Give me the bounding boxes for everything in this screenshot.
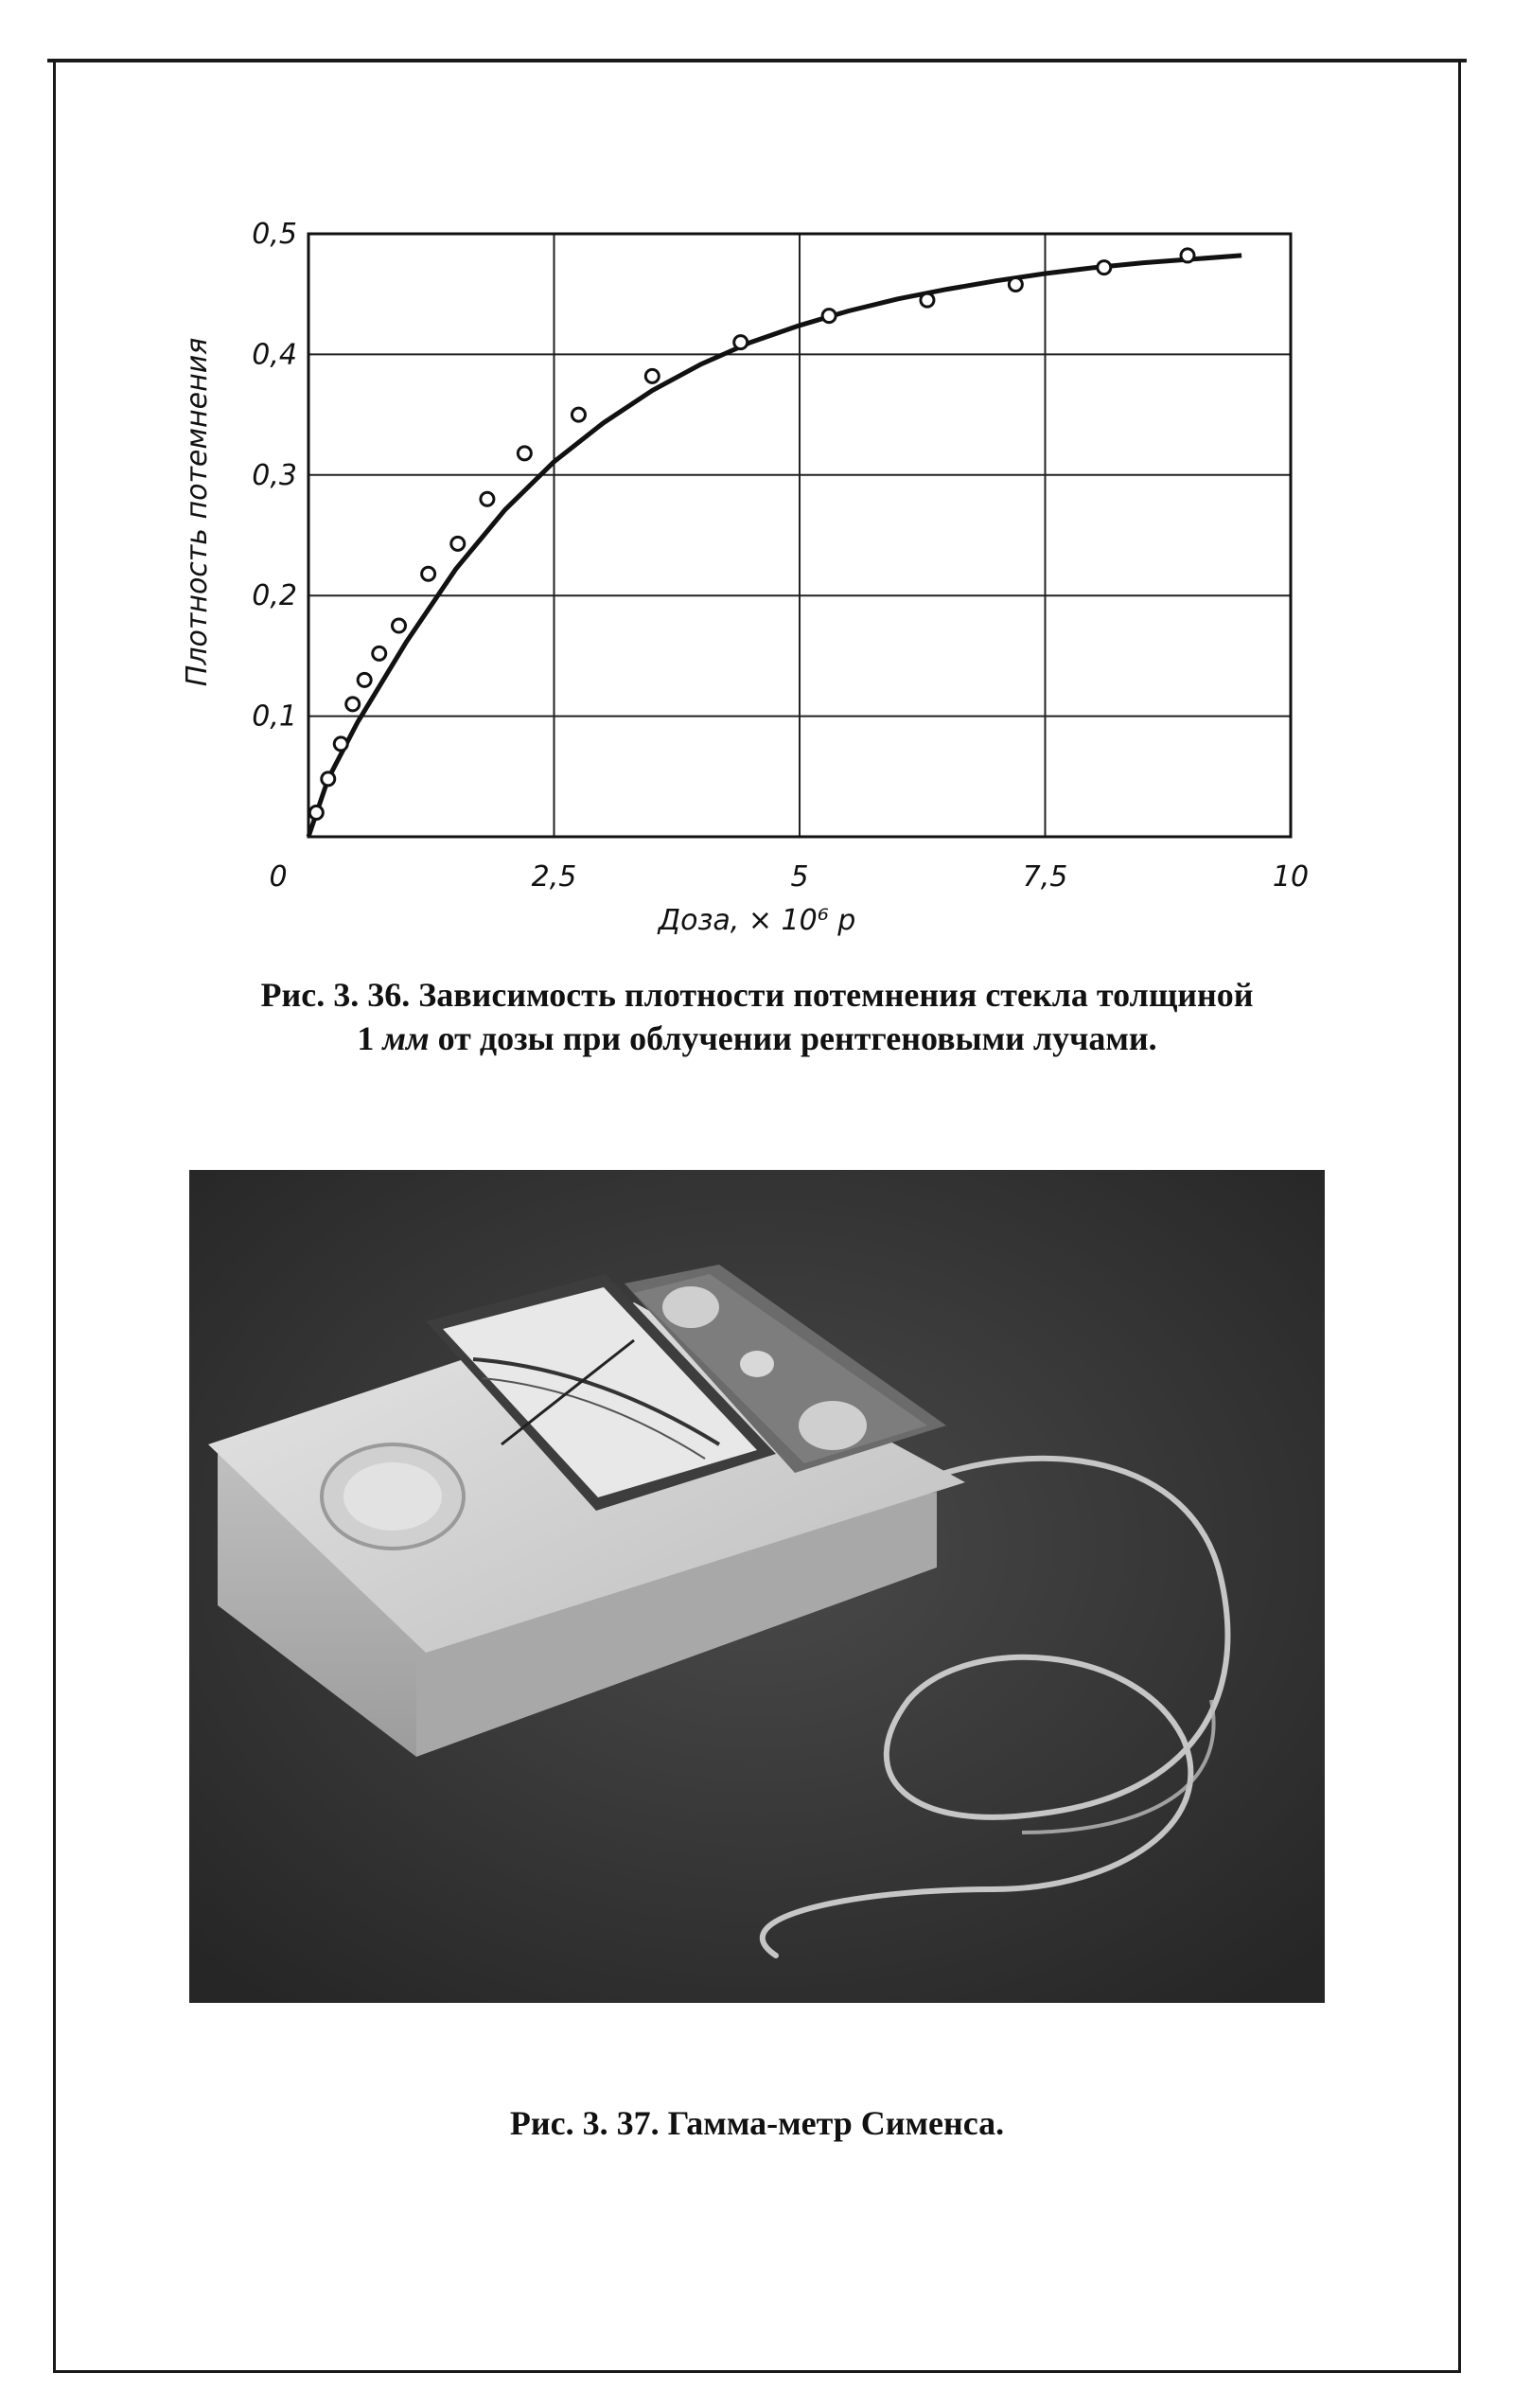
data-point [1009, 278, 1022, 292]
caption-thickness-unit: мм [382, 1019, 430, 1057]
data-point [451, 537, 465, 550]
y-tick-label: 0,4 [252, 338, 297, 372]
data-point [518, 447, 531, 460]
x-tick-label: 10 [1272, 860, 1310, 894]
y-tick-label: 0,2 [252, 579, 297, 613]
data-point [346, 698, 360, 711]
gamma-meter-photo [189, 1170, 1325, 2003]
figure-36-caption-line1: Рис. 3. 36. Зависимость плотности потемнения стекла толщиной [260, 976, 1254, 1014]
chart-dose-density [0, 0, 1514, 956]
data-point [358, 673, 371, 686]
x-tick-label: 2,5 [531, 860, 577, 894]
data-point [822, 310, 836, 323]
data-point [334, 737, 347, 751]
data-point [734, 336, 748, 349]
fit-curve-line [308, 256, 1241, 837]
y-tick-labels [252, 218, 297, 734]
data-point [645, 369, 659, 382]
figure-37-caption: Рис. 3. 37. Гамма-метр Сименса. [509, 2104, 1005, 2142]
data-point [422, 567, 435, 580]
data-points [309, 249, 1194, 820]
figure-36-caption [132, 973, 1382, 1060]
x-tick-label: 7,5 [1022, 860, 1068, 894]
data-point [921, 293, 934, 307]
data-point [309, 806, 323, 820]
x-axis-title: Доза, × 10⁶ р [658, 904, 856, 937]
fitted-curve [308, 256, 1241, 837]
x-tick-label: 0 [269, 860, 288, 894]
figure-36-caption-line2 [132, 1017, 1382, 1060]
x-tick-label: 5 [790, 860, 809, 894]
data-point [392, 619, 405, 632]
x-tick-labels [269, 860, 1309, 894]
data-point [322, 772, 335, 786]
data-point [1181, 249, 1194, 262]
y-axis-title: Плотность потемнения [181, 337, 214, 687]
y-tick-label: 0,1 [252, 699, 297, 734]
y-tick-label: 0,3 [252, 458, 297, 492]
data-point [572, 408, 585, 421]
caption-line2-rest: от дозы при облучении рентгеновыми лучами. [437, 1019, 1157, 1057]
data-point [1098, 261, 1111, 274]
caption-thickness-value: 1 [357, 1019, 375, 1057]
gamma-meter-illustration [189, 1170, 1325, 2003]
data-point [373, 646, 386, 660]
data-point [481, 492, 494, 505]
y-tick-label: 0,5 [252, 218, 297, 251]
page-frame-bottom-rule [53, 2370, 1461, 2373]
